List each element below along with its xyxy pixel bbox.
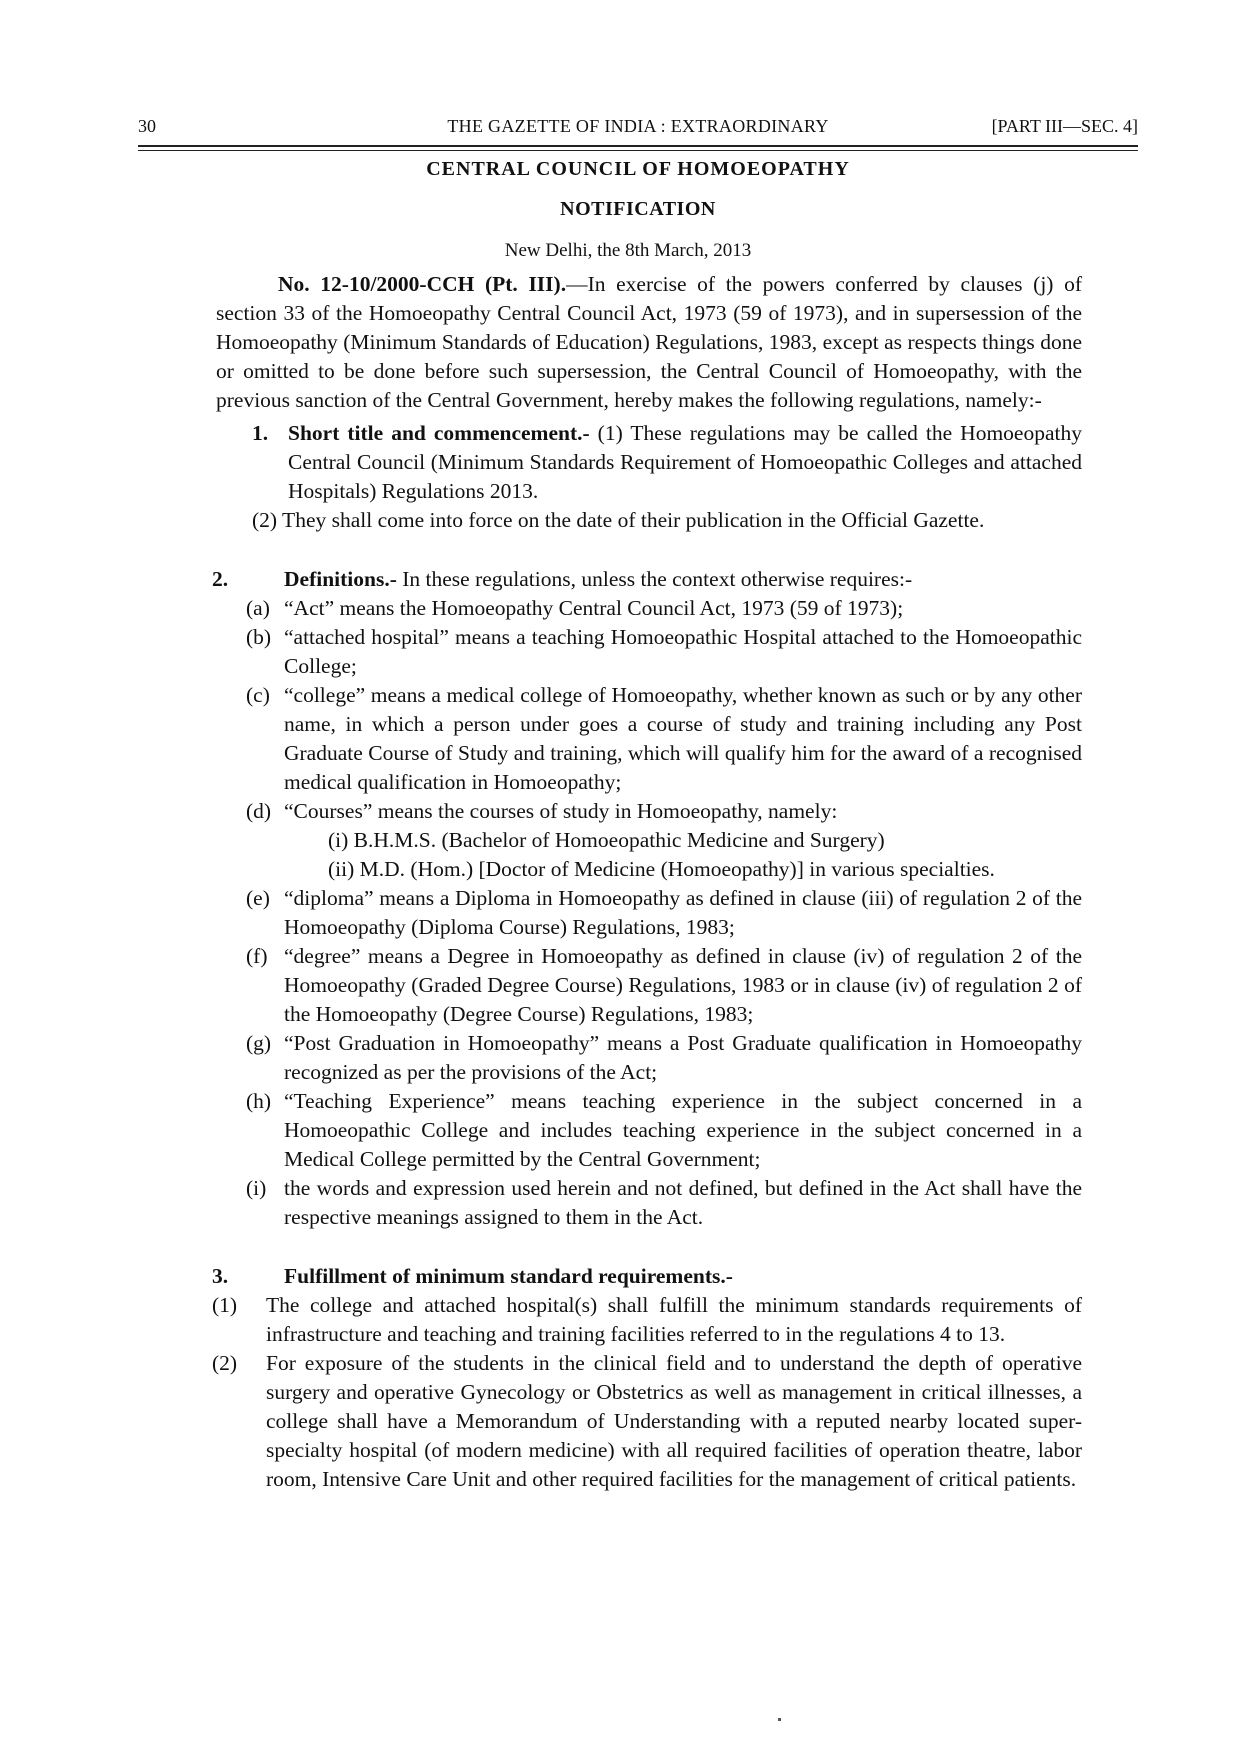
section-3 [212, 1262, 1082, 1291]
notification-heading: NOTIFICATION [560, 198, 716, 220]
definition-b: (b) “attached hospital” means a teaching Homoeopathic Hospital attached to the Homoeopathic College; [246, 625, 1082, 678]
section-3-heading: Fulfillment of minimum standard requirements.- [284, 1264, 733, 1288]
notification-body [212, 270, 1082, 1494]
section-2 [212, 565, 1082, 594]
section-1-heading: Short title and commencement.- [288, 421, 590, 445]
definition-g: (g) “Post Graduation in Homoeopathy” means a Post Graduate qualification in Homoeopathy recognized as per the provisions of the Act; [246, 1031, 1082, 1084]
section-1 [252, 419, 1082, 506]
section-1-number: 1. [252, 421, 269, 445]
definition-c: (c) “college” means a medical college of Homoeopathy, whether known as such or by any other name, in which a person under goes a course of study and training including any Post Graduate Course of Study and training, which will qualify him for the award of a recognised medical qualification in Homoeopathy; [246, 683, 1082, 794]
page-header [138, 116, 1138, 144]
section-2-number: 2. [212, 567, 229, 591]
definition-e: (e) “diploma” means a Diploma in Homoeopathy as defined in clause (iii) of regulation 2 of the Homoeopathy (Diploma Course) Regulations, 1983; [246, 886, 1082, 939]
course-i: (i) B.H.M.S. (Bachelor of Homoeopathic Medicine and Surgery) [328, 828, 885, 852]
definition-i: (i) the words and expression used herein and not defined, but defined in the Act shall have the respective meanings assigned to them in the Act. [246, 1176, 1082, 1229]
council-heading: CENTRAL COUNCIL OF HOMOEOPATHY [426, 158, 850, 180]
section-1-text: (1) These regulations may be called the Homoeopathy Central Council (Minimum Standards Requirement of Homoeopathic Colleges and attached Hospitals) Regulations 2013. [288, 421, 1082, 503]
preamble-text: —In exercise of the powers conferred by clauses (j) of section 33 of the Homoeopathy Central Council Act, 1973 (59 of 1973), and in supersession of the Homoeopathy (Minimum Standards of Education) Regulations, 1983, except as respects things done or omitted to be done before such supersession, the Central Council of Homoeopathy, with the previous sanction of the Central Government, hereby makes the following regulations, namely:- [216, 272, 1082, 412]
section-3-number: 3. [212, 1264, 229, 1288]
course-ii: (ii) M.D. (Hom.) [Doctor of Medicine (Homoeopathy)] in various specialties. [328, 857, 995, 881]
section-2-intro: In these regulations, unless the context otherwise requires:- [396, 567, 913, 591]
section-3-item-2: (2) For exposure of the students in the clinical field and to understand the depth of operative surgery and operative Gynecology or Obstetrics as well as management in critical illnesses, a college shall have a Memorandum of Understanding with a reputed nearby located super-specialty hospital (of modern medicine) with all required facilities of operation theatre, labor room, Intensive Care Unit and other required facilities for the management of critical patients. [212, 1351, 1082, 1491]
notification-number: No. 12-10/2000-CCH (Pt. III). [278, 272, 567, 296]
scan-speck [778, 1718, 781, 1721]
page-number: 30 [138, 116, 156, 136]
section-3-item-1: (1) The college and attached hospital(s) shall fulfill the minimum standards requirements of infrastructure and teaching and training facilities referred to in the regulations 4 to 13. [212, 1293, 1082, 1346]
definition-d: (d) “Courses” means the courses of study in Homoeopathy, namely: [246, 799, 838, 823]
definition-f: (f) “degree” means a Degree in Homoeopathy as defined in clause (iv) of regulation 2 of the Homoeopathy (Graded Degree Course) Regulations, 1983 or in clause (iv) of regulation 2 of the Homoeopathy (Degree Course) Regulations, 1983; [246, 944, 1082, 1026]
dateline: New Delhi, the 8th March, 2013 [504, 240, 752, 261]
header-rule-thick [138, 145, 1138, 147]
definition-h: (h) “Teaching Experience” means teaching experience in the subject concerned in a Homoeopathic College and includes teaching experience in the subject concerned in a Medical College permitted by the Central Government; [246, 1089, 1082, 1171]
preamble [216, 270, 1082, 415]
header-rule-thin [138, 150, 1138, 151]
part-section: [PART III—SEC. 4] [991, 116, 1138, 136]
section-2-heading: Definitions.- [284, 567, 397, 591]
section-1-sub-2: (2) They shall come into force on the date of their publication in the Official Gazette. [252, 508, 985, 532]
definition-a: (a) “Act” means the Homoeopathy Central Council Act, 1973 (59 of 1973); [246, 596, 904, 620]
gazette-title: THE GAZETTE OF INDIA : EXTRAORDINARY [447, 116, 829, 136]
